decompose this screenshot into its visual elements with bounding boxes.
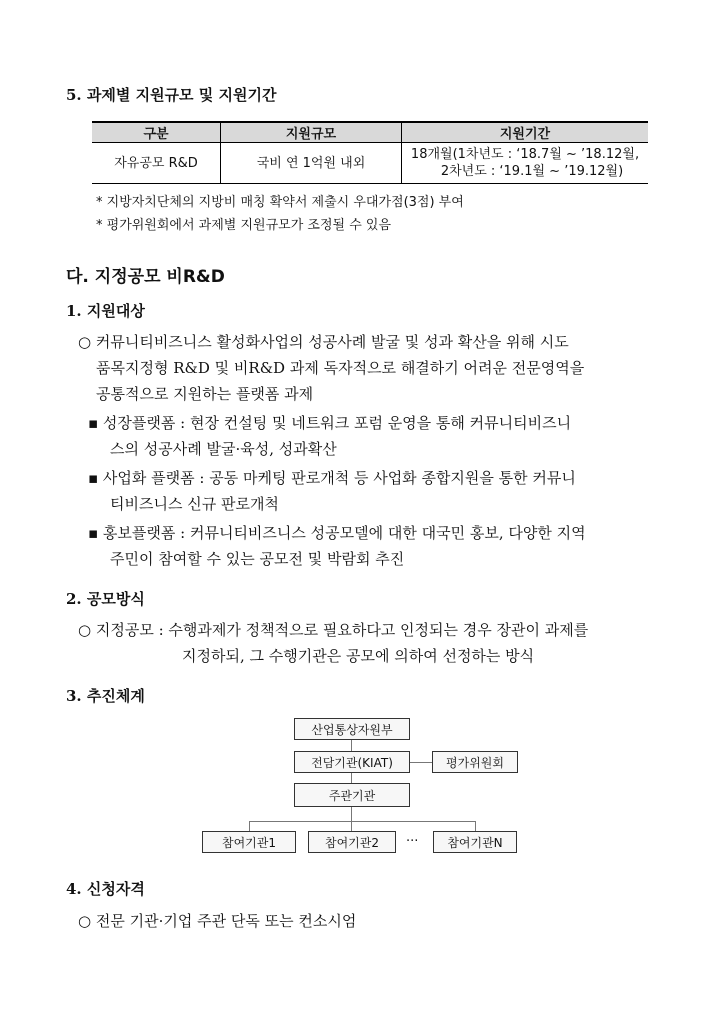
table-cell-period	[402, 143, 649, 184]
org-box-committee: 평가위원회	[432, 751, 518, 773]
c1-main-line-1: ○ 커뮤니티비즈니스 활성화사업의 성공사례 발굴 및 성과 확산을 위해 시도	[78, 333, 569, 351]
org-ellipsis: ···	[406, 834, 419, 849]
table-header-period: 지원기간	[402, 122, 649, 143]
org-branch-line	[249, 821, 475, 822]
c1-bullet-2-line-2: 티비즈니스 신규 판로개척	[110, 495, 279, 513]
table-header-category: 구분	[92, 122, 221, 143]
table-cell-category: 자유공모 R&D	[92, 143, 221, 184]
part-c-heading: 다. 지정공모 비R&D	[66, 267, 225, 287]
c1-main-line-2: 품목지정형 R&D 및 비R&D 과제 독자적으로 해결하기 어려운 전문영역을	[96, 359, 585, 377]
c2-heading: 2. 공모방식	[66, 590, 145, 608]
c1-heading: 1. 지원대상	[66, 302, 145, 320]
org-box-ministry: 산업통상자원부	[294, 718, 410, 740]
c4-line: ○ 전문 기관·기업 주관 단독 또는 컨소시엄	[78, 912, 357, 930]
table-header-scale: 지원규모	[221, 122, 402, 143]
org-box-lead: 주관기관	[294, 783, 410, 807]
c4-heading: 4. 신청자격	[66, 880, 145, 898]
org-box-participant-2: 참여기관2	[308, 831, 396, 853]
org-connector	[351, 807, 352, 821]
note-2: * 평가위원회에서 과제별 지원규모가 조정될 수 있음	[96, 218, 392, 233]
c1-bullet-2-line-1: ▪ 사업화 플랫폼 : 공동 마케팅 판로개척 등 사업화 종합지원을 통한 커뮤니	[88, 469, 576, 487]
org-connector	[351, 821, 352, 831]
c1-bullet-1-line-1: ▪ 성장플랫폼 : 현장 컨설팅 및 네트워크 포럼 운영을 통해 커뮤니티비즈니	[88, 414, 572, 432]
org-connector	[410, 762, 432, 763]
org-connector	[475, 821, 476, 831]
period-line-1: 18개월(1차년도 : ‘18.7월 ~ ’18.12월,	[410, 147, 640, 162]
c1-bullet-1-line-2: 스의 성공사례 발굴·육성, 성과확산	[110, 440, 337, 458]
org-box-participant-1: 참여기관1	[202, 831, 296, 853]
org-box-participant-n: 참여기관N	[433, 831, 517, 853]
c1-bullet-3-line-1: ▪ 홍보플랫폼 : 커뮤니티비즈니스 성공모델에 대한 대국민 홍보, 다양한 지역	[88, 524, 586, 542]
org-box-agency: 전담기관(KIAT)	[294, 751, 410, 773]
c3-heading: 3. 추진체계	[66, 687, 145, 705]
table-cell-scale: 국비 연 1억원 내외	[221, 143, 402, 184]
org-connector	[249, 821, 250, 831]
note-1: * 지방자치단체의 지방비 매칭 확약서 제출시 우대가점(3점) 부여	[96, 195, 464, 210]
section-5-heading: 5. 과제별 지원규모 및 지원기간	[66, 86, 277, 104]
c1-bullet-3-line-2: 주민이 참여할 수 있는 공모전 및 박람회 추진	[110, 550, 405, 568]
support-table	[92, 121, 648, 184]
org-connector	[351, 740, 352, 751]
c2-line-2: 지정하되, 그 수행기관은 공모에 의하여 선정하는 방식	[182, 647, 535, 665]
org-connector	[351, 773, 352, 783]
c1-main-line-3: 공통적으로 지원하는 플랫폼 과제	[96, 385, 314, 403]
period-line-2: 2차년도 : ‘19.1월 ~ ’19.12월)	[440, 164, 624, 179]
c2-line-1: ○ 지정공모 : 수행과제가 정책적으로 필요하다고 인정되는 경우 장관이 과제를	[78, 621, 589, 639]
